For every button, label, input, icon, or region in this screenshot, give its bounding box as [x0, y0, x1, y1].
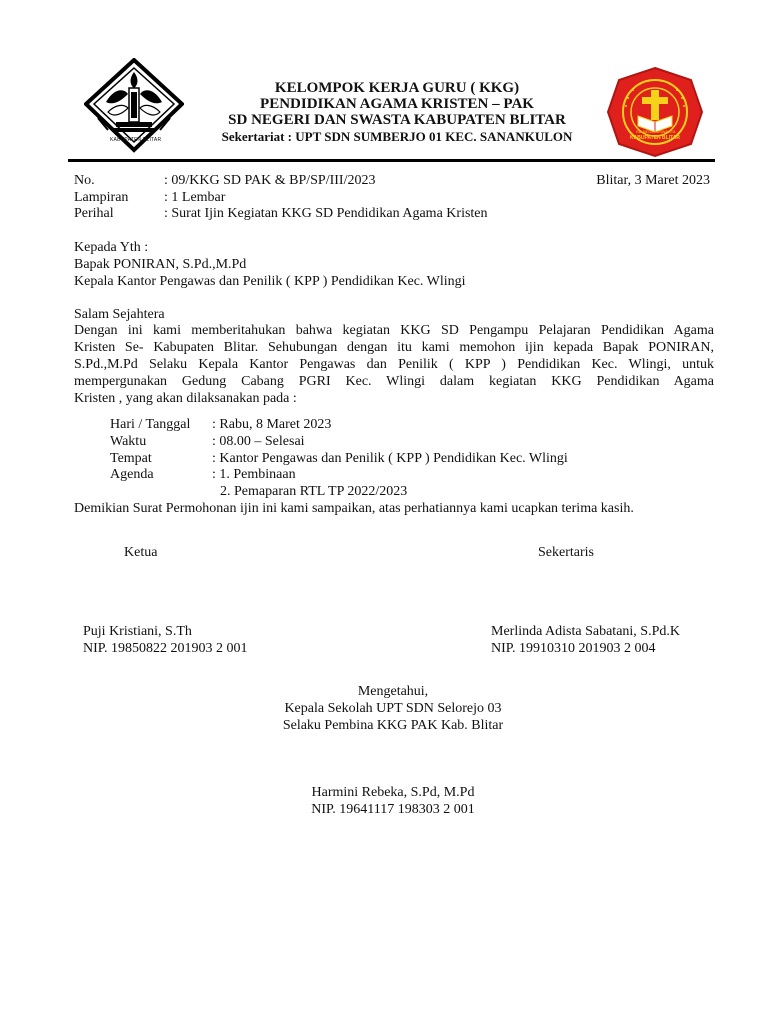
- letterhead-line-4: Sekertariat : UPT SDN SUMBERJO 01 KEC. SANANKULON: [221, 129, 573, 144]
- recipient-line-1: Kepada Yth :: [74, 240, 149, 255]
- detail-label-waktu: Waktu: [110, 434, 147, 449]
- lampiran-value: : 1 Lembar: [164, 190, 226, 205]
- no-label: No.: [74, 173, 95, 188]
- perihal-value: : Surat Ijin Kegiatan KKG SD Pendidikan Agama Kristen: [164, 206, 488, 221]
- left-logo-caption: KABUPATEN BLITAR: [110, 137, 162, 143]
- acknowledge-title-1: Kepala Sekolah UPT SDN Selorejo 03: [284, 701, 502, 716]
- paragraph-line: Kristen , yang akan dilaksanakan pada :: [74, 391, 297, 406]
- letterhead-line-1: KELOMPOK KERJA GURU ( KKG): [274, 80, 520, 96]
- paragraph-line: Kristen Se- Kabupaten Blitar. Sehubungan dengan itu kami memohon ijin kepada Bapak PONIRAN,: [74, 340, 714, 355]
- closing-sentence: Demikian Surat Permohonan ijin ini kami sampaikan, atas perhatiannya kami ucapkan terima kasih.: [74, 501, 634, 516]
- right-signer-nip: NIP. 19910310 201903 2 004: [491, 641, 656, 656]
- right-signature-title: Sekertaris: [538, 545, 594, 560]
- left-signer-nip: NIP. 19850822 201903 2 001: [83, 641, 248, 656]
- detail-label-hari: Hari / Tanggal: [110, 417, 191, 432]
- recipient-line-3: Kepala Kantor Pengawas dan Penilik ( KPP ) Pendidikan Kec. Wlingi: [74, 274, 466, 289]
- right-signer-name: Merlinda Adista Sabatani, S.Pd.K: [491, 624, 680, 639]
- paragraph-line: S.Pd.,M.Pd Selaku Kepala Kantor Pengawas dan Penilik ( KPP ) Pendidikan Kec. Wlingi, untuk: [74, 357, 714, 372]
- letterhead-line-2: PENDIDIKAN AGAMA KRISTEN – PAK: [260, 96, 534, 112]
- right-logo-band-line1: SD NEGERI/SWASTA: [636, 129, 676, 134]
- paragraph-line: Dengan ini kami memberitahukan bahwa kegiatan KKG SD Pengampu Pelajaran Pendidikan Agama: [74, 323, 714, 338]
- detail-label-agenda: Agenda: [110, 467, 154, 482]
- acknowledge-signer-nip: NIP. 19641117 198303 2 001: [311, 802, 475, 817]
- left-signer-name: Puji Kristiani, S.Th: [83, 624, 192, 639]
- body-paragraph: [74, 322, 714, 407]
- detail-value-hari: : Rabu, 8 Maret 2023: [212, 417, 332, 432]
- no-value: : 09/KKG SD PAK & BP/SP/III/2023: [164, 173, 376, 188]
- detail-value-agenda: : 1. Pembinaan: [212, 467, 296, 482]
- detail-value-waktu: : 08.00 – Selesai: [212, 434, 305, 449]
- greeting: Salam Sejahtera: [74, 307, 165, 322]
- acknowledge-title-2: Selaku Pembina KKG PAK Kab. Blitar: [282, 718, 504, 733]
- acknowledge-label: Mengetahui,: [357, 684, 429, 699]
- detail-value-tempat: : Kantor Pengawas dan Penilik ( KPP ) Pendidikan Kec. Wlingi: [212, 451, 568, 466]
- letterhead-rule: [68, 159, 715, 162]
- acknowledge-signer-name: Harmini Rebeka, S.Pd, M.Pd: [311, 785, 475, 800]
- agenda-item-2: 2. Pemaparan RTL TP 2022/2023: [220, 484, 408, 499]
- paragraph-line: mempergunakan Gedung Cabang PGRI Kec. Wlingi dalam kegiatan KKG Pendidikan Agama: [74, 374, 714, 389]
- right-logo-band-line2: KABUPATEN BLITAR: [630, 135, 680, 141]
- letterhead-line-3: SD NEGERI DAN SWASTA KABUPATEN BLITAR: [228, 112, 566, 128]
- lampiran-label: Lampiran: [74, 190, 129, 205]
- left-signature-title: Ketua: [124, 545, 158, 560]
- letter-date: Blitar, 3 Maret 2023: [596, 173, 710, 188]
- detail-label-tempat: Tempat: [110, 451, 152, 466]
- recipient-line-2: Bapak PONIRAN, S.Pd.,M.Pd: [74, 257, 247, 272]
- perihal-label: Perihal: [74, 206, 114, 221]
